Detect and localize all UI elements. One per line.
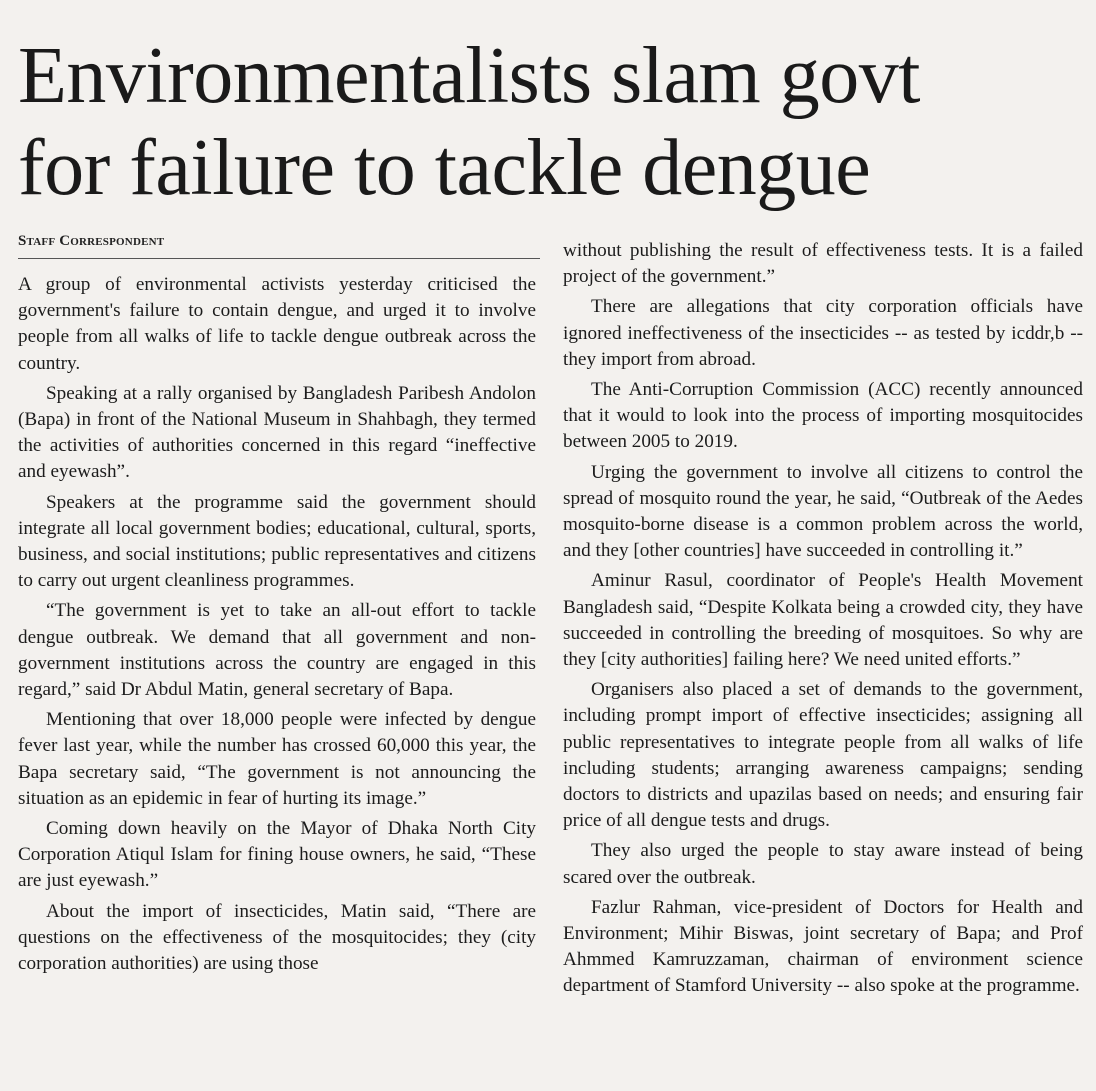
paragraph: Coming down heavily on the Mayor of Dhaka North City Corporation Atiqul Islam for fining house owners, he said, “These are just eyewash.”: [18, 818, 536, 892]
paragraph: About the import of insecticides, Matin said, “There are questions on the effectiveness of the mosquitocides; they (city corporation authorities) are using those: [18, 900, 536, 975]
paragraph: Fazlur Rahman, vice-president of Doctors for Health and Environment; Mihir Biswas, joint secretary of Bapa; and Prof Ahmmed Kamruzzaman, chairman of environment science department of Stamford University -- also spoke at the programme.: [563, 896, 1083, 997]
headline-line-1: Environmentalists slam govt: [18, 32, 920, 120]
paragraph: The Anti-Corruption Commission (ACC) recently announced that it would to look into the process of importing mosquitocides between 2005 to 2019.: [563, 379, 1083, 453]
paragraph: Mentioning that over 18,000 people were infected by dengue fever last year, while the number has crossed 60,000 this year, the Bapa secretary said, “The government is not announcing the situation as an epidemic in fear of hurting its image.”: [18, 709, 536, 809]
paragraph: Speaking at a rally organised by Bangladesh Paribesh Andolon (Bapa) in front of the National Museum in Shahbagh, they termed the activities of authorities concerned in this regard “ineffective and eyewash”.: [18, 382, 536, 483]
paragraph: They also urged the people to stay aware instead of being scared over the outbreak.: [563, 840, 1083, 888]
left-column: [18, 272, 536, 981]
right-column: [563, 238, 1083, 1004]
headline-line-2: for failure to tackle dengue: [18, 124, 871, 212]
byline-rule: [18, 258, 540, 259]
paragraph: There are allegations that city corporation officials have ignored ineffectiveness of the insecticides -- as tested by icddr,b -- they import from abroad.: [563, 296, 1083, 370]
headline: [18, 30, 1088, 214]
paragraph: Speakers at the programme said the government should integrate all local government bodies; educational, cultural, sports, business, and social institutions; public representatives and citizens to carry out urgent cleanliness programmes.: [18, 491, 536, 592]
byline: Staff Correspondent: [18, 233, 165, 249]
paragraph: Aminur Rasul, coordinator of People's Health Movement Bangladesh said, “Despite Kolkata being a crowded city, they have succeeded in controlling the breeding of mosquitoes. So why are they [city authorities] failing here? We need united efforts.”: [563, 570, 1083, 671]
paragraph: Organisers also placed a set of demands to the government, including prompt import of effective insecticides; assigning all public representatives to integrate people from all walks of life including students; arranging awareness campaigns; sending doctors to districts and upazilas based on needs; and ensuring fair price of all dengue tests and drugs.: [563, 679, 1083, 832]
paragraph-continued: without publishing the result of effectiveness tests. It is a failed project of the government.”: [563, 240, 1083, 288]
paragraph: Urging the government to involve all citizens to control the spread of mosquito round the year, he said, “Outbreak of the Aedes mosquito-borne disease is a common problem across the world, and they [other countries] have succeeded in controlling it.”: [563, 461, 1083, 562]
paragraph: A group of environmental activists yesterday criticised the government's failure to contain dengue, and urged it to involve people from all walks of life to tackle dengue outbreak across the country.: [18, 274, 536, 374]
paragraph: “The government is yet to take an all-out effort to tackle dengue outbreak. We demand that all government and non-government institutions across the country are engaged in this regard,” said Dr Abdul Matin, general secretary of Bapa.: [18, 600, 536, 701]
